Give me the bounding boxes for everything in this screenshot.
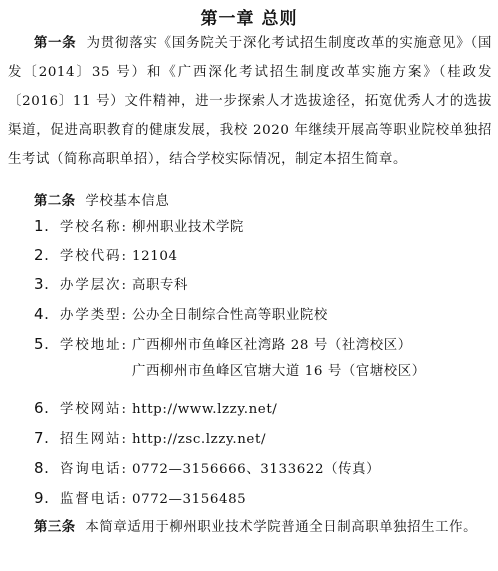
info-value-campus-guantang: 广西柳州市鱼峰区官塘大道 16 号（官塘校区）: [132, 364, 426, 379]
chapter-title: 第一章 总则: [200, 9, 298, 29]
info-label: 招生网站:: [60, 432, 129, 447]
article-3-text: 本简章适用于柳州职业技术学院普通全日制高职单独招生工作。: [85, 520, 478, 535]
article-1-label: 第一条: [34, 36, 77, 51]
info-value: 0772—3156485: [132, 492, 247, 507]
school-website-link[interactable]: http://www.lzzy.net/: [132, 402, 278, 417]
info-number: 1.: [34, 217, 50, 235]
info-row-school-website: [34, 394, 277, 422]
info-row-supervision-phone: [34, 484, 246, 512]
info-label: 监督电话:: [60, 492, 129, 507]
info-number: 2.: [34, 246, 50, 264]
article-2-title: 学校基本信息: [85, 194, 170, 209]
info-row-school-type: [34, 300, 328, 328]
article-1-text: 为贯彻落实《国务院关于深化考试招生制度改革的实施意见》（国发〔2014〕35 号）和《广西深化考试招生制度改革实施方案》（桂政发〔2016〕11 号）文件精神，进一步探索人才选拔途径，拓宽优秀人才的选拔渠道，促进高职教育的健康发展，我校 2020 年继续开展高等职业院校单独招生考试（简称高职单招），结合学校实际情况，制定本招生简章。: [8, 36, 493, 167]
info-row-school-address: [34, 330, 426, 386]
info-value-campus-shewan: 广西柳州市鱼峰区社湾路 28 号（社湾校区）: [132, 338, 412, 353]
info-value: 0772—3156666、3133622（传真）: [132, 462, 381, 477]
article-3-paragraph: [8, 513, 492, 542]
info-row-admission-website: [34, 424, 266, 452]
info-label: 学校地址:: [60, 338, 129, 353]
article-2-heading: [34, 190, 169, 214]
article-3-label: 第三条: [34, 520, 76, 535]
article-2-label: 第二条: [34, 194, 76, 209]
info-label: 咨询电话:: [60, 462, 129, 477]
info-value: 高职专科: [132, 278, 188, 293]
info-row-school-name: [34, 212, 244, 240]
info-label: 学校网站:: [60, 402, 129, 417]
info-value: 12104: [132, 249, 178, 264]
info-row-consult-phone: [34, 454, 380, 482]
info-number: 5.: [34, 335, 50, 353]
info-number: 8.: [34, 459, 50, 477]
info-value: 公办全日制综合性高等职业院校: [132, 308, 328, 323]
info-label: 学校代码:: [60, 249, 129, 264]
info-number: 6.: [34, 399, 50, 417]
info-number: 7.: [34, 429, 50, 447]
article-1-paragraph: [8, 29, 492, 174]
info-number: 9.: [34, 489, 50, 507]
info-label: 办学层次:: [60, 278, 129, 293]
info-row-education-level: [34, 270, 188, 298]
info-value: 柳州职业技术学院: [132, 220, 244, 235]
info-number: 4.: [34, 305, 50, 323]
info-row-school-code: [34, 241, 178, 269]
info-number: 3.: [34, 275, 50, 293]
info-label: 办学类型:: [60, 308, 129, 323]
admission-website-link[interactable]: http://zsc.lzzy.net/: [132, 432, 267, 447]
info-label: 学校名称:: [60, 220, 129, 235]
